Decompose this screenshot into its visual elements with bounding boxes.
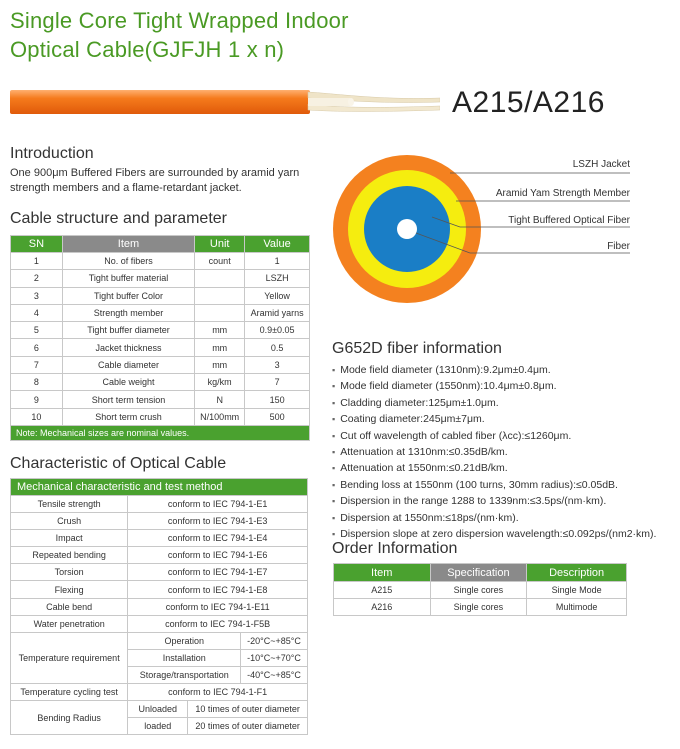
- cell-item: Water penetration: [11, 615, 128, 632]
- table-row: [11, 287, 310, 304]
- label-aramid: Aramid Yam Strength Member: [495, 188, 630, 199]
- table-row: [334, 582, 627, 599]
- cell-item: Torsion: [11, 564, 128, 581]
- cell-value: conform to IEC 794-1-E1: [128, 496, 308, 513]
- table-row: [11, 253, 310, 270]
- cell-condition: Installation: [128, 649, 241, 666]
- order-col-spec: Specification: [430, 564, 527, 582]
- cell-item: No. of fibers: [62, 253, 194, 270]
- cell-value: conform to IEC 794-1-E7: [128, 564, 308, 581]
- page-title-line2: Optical Cable(GJFJH 1 x n): [10, 37, 285, 62]
- cell-condition: Storage/transportation: [128, 666, 241, 683]
- mechanical-table-header: Mechanical characteristic and test method: [11, 479, 308, 496]
- cell-item: A216: [334, 599, 431, 616]
- cell-item: Tensile strength: [11, 496, 128, 513]
- cell-sn: 1: [11, 253, 63, 270]
- cell-unit: [195, 270, 245, 287]
- cell-sn: 6: [11, 339, 63, 356]
- table-row: [11, 339, 310, 356]
- cell-unit: count: [195, 253, 245, 270]
- cell-unit: kg/km: [195, 374, 245, 391]
- cell-condition: Operation: [128, 632, 241, 649]
- list-item: ▪ Mode field diameter (1550nm):10.4μm±0.8μm.: [332, 378, 656, 394]
- cell-unit: mm: [195, 356, 245, 373]
- order-heading: Order Information: [332, 540, 458, 557]
- cell-item: Short term tension: [62, 391, 194, 408]
- cell-value: 500: [245, 408, 310, 425]
- col-item: Item: [62, 236, 194, 253]
- cell-unit: N/100mm: [195, 408, 245, 425]
- cell-unit: mm: [195, 322, 245, 339]
- cell-sn: 9: [11, 391, 63, 408]
- list-item: ▪ Mode field diameter (1310nm):9.2μm±0.4μm.: [332, 362, 656, 378]
- cell-unit: [195, 304, 245, 321]
- cell-item: Jacket thickness: [62, 339, 194, 356]
- cell-value: 0.5: [245, 339, 310, 356]
- order-col-desc: Description: [527, 564, 627, 582]
- cell-value: 10 times of outer diameter: [188, 701, 308, 718]
- table-row: [11, 270, 310, 287]
- cell-value: -20°C~+85°C: [241, 632, 308, 649]
- cell-spec: Single cores: [430, 599, 527, 616]
- cell-value: conform to IEC 794-1-E11: [128, 598, 308, 615]
- order-table: [333, 563, 627, 616]
- cell-value: -10°C~+70°C: [241, 649, 308, 666]
- cell-value: conform to IEC 794-1-F1: [128, 684, 308, 701]
- label-buffered: Tight Buffered Optical Fiber: [508, 215, 630, 226]
- cell-value: 1: [245, 253, 310, 270]
- table-row: [11, 615, 308, 632]
- cell-sn: 10: [11, 408, 63, 425]
- table-row: [11, 374, 310, 391]
- table-row: [11, 547, 308, 564]
- order-col-item: Item: [334, 564, 431, 582]
- table-row: [11, 496, 308, 513]
- cell-value: conform to IEC 794-1-E6: [128, 547, 308, 564]
- temperature-requirement-label: Temperature requirement: [11, 632, 128, 683]
- list-item: ▪ Bending loss at 1550nm (100 turns, 30mm radius):≤0.05dB.: [332, 477, 656, 493]
- cell-item: Repeated bending: [11, 547, 128, 564]
- col-unit: Unit: [195, 236, 245, 253]
- label-jacket: LSZH Jacket: [572, 159, 630, 170]
- table-row: [11, 304, 310, 321]
- cell-unit: [195, 287, 245, 304]
- table-row: [11, 598, 308, 615]
- cell-item: Short term crush: [62, 408, 194, 425]
- cell-condition: loaded: [128, 718, 188, 735]
- cell-item: Strength member: [62, 304, 194, 321]
- list-item: ▪ Dispersion in the range 1288 to 1339nm:≤3.5ps/(nm·km).: [332, 493, 656, 509]
- cell-value: 150: [245, 391, 310, 408]
- cell-item: Flexing: [11, 581, 128, 598]
- cell-item: Tight buffer Color: [62, 287, 194, 304]
- mechanical-table: [10, 478, 308, 735]
- table-note-row: [11, 425, 310, 440]
- cell-value: 0.9±0.05: [245, 322, 310, 339]
- cell-item: Cable weight: [62, 374, 194, 391]
- table-row: [11, 322, 310, 339]
- col-sn: SN: [11, 236, 63, 253]
- bending-radius-label: Bending Radius: [11, 701, 128, 735]
- table-row: [11, 408, 310, 425]
- cell-item: Cable bend: [11, 598, 128, 615]
- page-title-line1: Single Core Tight Wrapped Indoor: [10, 8, 349, 33]
- cell-value: 3: [245, 356, 310, 373]
- cell-item: A215: [334, 582, 431, 599]
- cell-value: 7: [245, 374, 310, 391]
- cell-spec: Single cores: [430, 582, 527, 599]
- table-row: [11, 513, 308, 530]
- table-row: [334, 599, 627, 616]
- cell-item: Tight buffer material: [62, 270, 194, 287]
- cell-sn: 3: [11, 287, 63, 304]
- list-item: ▪ Dispersion slope at zero dispersion wavelength:≤0.092ps/(nm2·km).: [332, 526, 656, 542]
- cell-value: Aramid yarns: [245, 304, 310, 321]
- table-row: [11, 684, 308, 701]
- characteristic-heading: Characteristic of Optical Cable: [10, 455, 227, 472]
- table-row: [11, 530, 308, 547]
- cell-value: conform to IEC 794-1-F5B: [128, 615, 308, 632]
- cell-item: Crush: [11, 513, 128, 530]
- cell-value: Yellow: [245, 287, 310, 304]
- cell-value: LSZH: [245, 270, 310, 287]
- intro-text: One 900μm Buffered Fibers are surrounded by aramid yarn strength members and a flame-retardant jacket.: [10, 167, 300, 194]
- list-item: ▪ Cladding diameter:125μm±1.0μm.: [332, 395, 656, 411]
- cell-unit: mm: [195, 339, 245, 356]
- cell-item: Impact: [11, 530, 128, 547]
- cable-cross-section-diagram: [330, 155, 675, 315]
- cell-sn: 2: [11, 270, 63, 287]
- table-note: Note: Mechanical sizes are nominal values.: [11, 425, 310, 440]
- table-row: [11, 391, 310, 408]
- cell-condition: Unloaded: [128, 701, 188, 718]
- table-row: [11, 701, 308, 718]
- list-item: ▪ Attenuation at 1550nm:≤0.21dB/km.: [332, 460, 656, 476]
- list-item: ▪ Cut off wavelength of cabled fiber (λcc):≤1260μm.: [332, 428, 656, 444]
- cell-desc: Single Mode: [527, 582, 627, 599]
- cable-image: [10, 84, 440, 120]
- cell-unit: N: [195, 391, 245, 408]
- table-row: [11, 632, 308, 649]
- table-row: [11, 564, 308, 581]
- cell-value: conform to IEC 794-1-E4: [128, 530, 308, 547]
- cable-structure-table: [10, 235, 310, 441]
- col-value: Value: [245, 236, 310, 253]
- cell-item: Cable diameter: [62, 356, 194, 373]
- cell-item: Temperature cycling test: [11, 684, 128, 701]
- list-item: ▪ Dispersion at 1550nm:≤18ps/(nm·km).: [332, 510, 656, 526]
- table-row: [11, 356, 310, 373]
- cell-value: -40°C~+85°C: [241, 666, 308, 683]
- g652d-heading: G652D fiber information: [332, 340, 502, 357]
- cell-value: 20 times of outer diameter: [188, 718, 308, 735]
- cell-sn: 5: [11, 322, 63, 339]
- cell-desc: Multimode: [527, 599, 627, 616]
- table-row: [11, 581, 308, 598]
- cell-value: conform to IEC 794-1-E8: [128, 581, 308, 598]
- list-item: ▪ Attenuation at 1310nm:≤0.35dB/km.: [332, 444, 656, 460]
- list-item: ▪ Coating diameter:245μm±7μm.: [332, 411, 656, 427]
- intro-heading: Introduction: [10, 145, 94, 162]
- cell-sn: 4: [11, 304, 63, 321]
- cable-structure-heading: Cable structure and parameter: [10, 210, 227, 227]
- cell-value: conform to IEC 794-1-E3: [128, 513, 308, 530]
- cell-item: Tight buffer diameter: [62, 322, 194, 339]
- cell-sn: 8: [11, 374, 63, 391]
- label-fiber: Fiber: [607, 241, 630, 252]
- fiber-core: [397, 219, 417, 239]
- g652d-list: [332, 362, 656, 542]
- model-number: A215/A216: [452, 86, 605, 119]
- cell-sn: 7: [11, 356, 63, 373]
